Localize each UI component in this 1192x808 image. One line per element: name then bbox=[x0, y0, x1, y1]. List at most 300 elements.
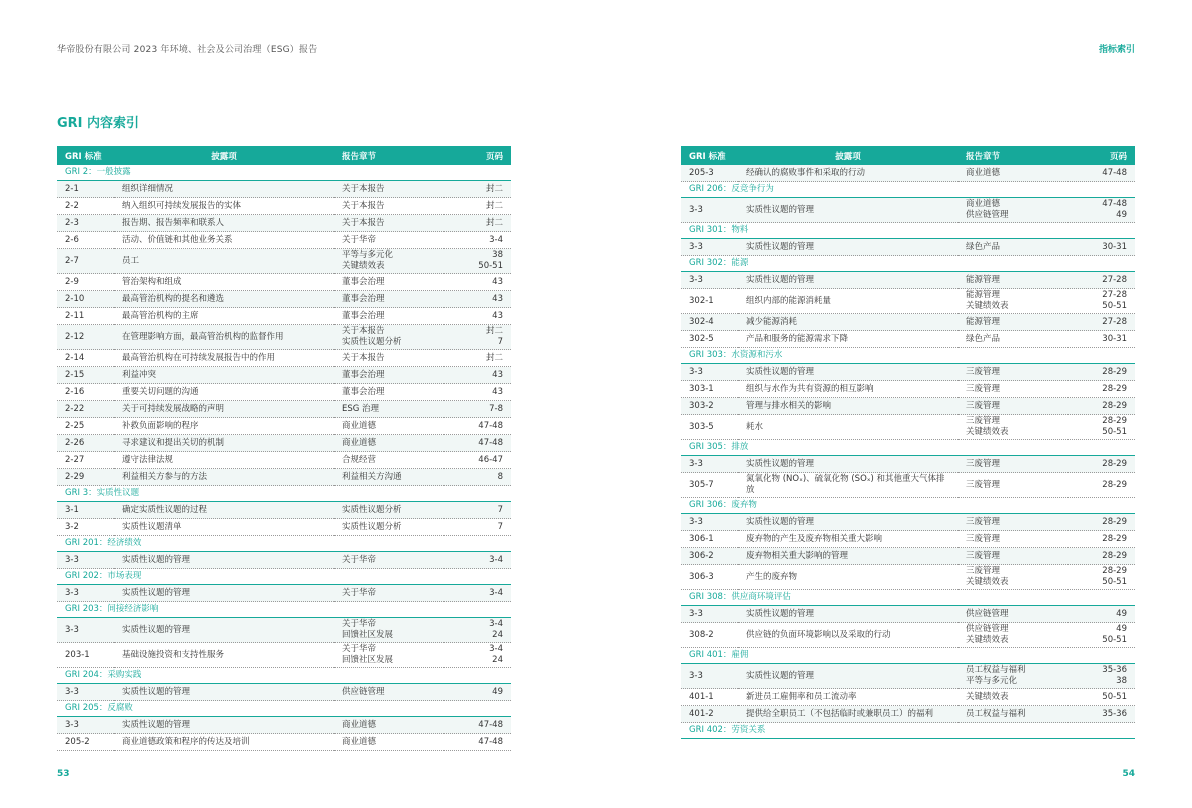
report-chapter bbox=[958, 565, 1068, 590]
disclosure-code: 3-3 bbox=[681, 239, 738, 256]
table-row bbox=[681, 706, 1135, 723]
page-line: 38 bbox=[1116, 676, 1127, 686]
chapter-line: 平等与多元化 bbox=[966, 676, 1018, 686]
disclosure-item: 管治架构和组成 bbox=[114, 274, 334, 291]
table-row bbox=[681, 514, 1135, 531]
page-line: 50-51 bbox=[1102, 301, 1127, 311]
table-row bbox=[681, 272, 1135, 289]
page-ref bbox=[1068, 473, 1135, 498]
page-ref bbox=[1068, 531, 1135, 548]
page-ref bbox=[444, 519, 511, 536]
col-header-disclosure: 披露项 bbox=[114, 146, 334, 165]
chapter-line: 供应链管理 bbox=[966, 210, 1009, 220]
disclosure-code: 3-3 bbox=[681, 606, 738, 623]
chapter-line: 能源管理 bbox=[966, 290, 1001, 300]
table-row bbox=[57, 418, 511, 435]
disclosure-item: 最高管治机构的提名和遴选 bbox=[114, 291, 334, 308]
chapter-line: 实质性议题分析 bbox=[342, 521, 402, 532]
disclosure-code: 308-2 bbox=[681, 623, 738, 648]
page-line: 28-29 bbox=[1102, 533, 1127, 544]
report-chapter bbox=[334, 684, 444, 701]
chapter-line: 实质性议题分析 bbox=[342, 337, 402, 347]
disclosure-item: 活动、价值链和其他业务关系 bbox=[114, 232, 334, 249]
disclosure-item: 最高管治机构在可持续发展报告中的作用 bbox=[114, 350, 334, 367]
section-row bbox=[57, 668, 511, 684]
chapter-line: 董事会治理 bbox=[342, 386, 385, 397]
table-row bbox=[681, 548, 1135, 565]
disclosure-item: 实质性议题的管理 bbox=[738, 606, 958, 623]
table-row bbox=[57, 684, 511, 701]
section-row bbox=[681, 348, 1135, 364]
page-line: 50-51 bbox=[1102, 427, 1127, 437]
page-line: 30-31 bbox=[1102, 333, 1127, 344]
disclosure-code: 3-1 bbox=[57, 502, 114, 519]
report-chapter bbox=[334, 717, 444, 734]
chapter-line: 关于华帝 bbox=[342, 234, 377, 245]
disclosure-item: 提供给全职员工（不包括临时或兼职员工）的福利 bbox=[738, 706, 958, 723]
chapter-line: 董事会治理 bbox=[342, 293, 385, 304]
page-line: 28-29 bbox=[1102, 479, 1127, 490]
table-row bbox=[681, 531, 1135, 548]
disclosure-item: 遵守法律法规 bbox=[114, 452, 334, 469]
disclosure-item: 补救负面影响的程序 bbox=[114, 418, 334, 435]
page-ref bbox=[444, 401, 511, 418]
disclosure-code: 303-5 bbox=[681, 415, 738, 440]
page-line: 49 bbox=[1116, 210, 1127, 220]
report-chapter bbox=[958, 689, 1068, 706]
page-ref bbox=[1068, 689, 1135, 706]
table-row bbox=[57, 585, 511, 602]
page-line: 43 bbox=[492, 276, 503, 287]
page-line: 46-47 bbox=[478, 454, 503, 465]
chapter-line: 关键绩效表 bbox=[966, 301, 1009, 311]
section-row bbox=[57, 486, 511, 502]
disclosure-code: 3-3 bbox=[681, 364, 738, 381]
report-chapter bbox=[958, 198, 1068, 223]
page-ref bbox=[1068, 331, 1135, 348]
page-line: 封二 bbox=[485, 217, 503, 228]
section-title: GRI 306：废弃物 bbox=[681, 498, 1135, 514]
chapter-line: 商业道德 bbox=[342, 420, 377, 431]
report-chapter bbox=[958, 272, 1068, 289]
page-line: 38 bbox=[492, 250, 503, 260]
table-row bbox=[681, 289, 1135, 314]
chapter-line: 三废管理 bbox=[966, 566, 1001, 576]
section-row bbox=[57, 569, 511, 585]
report-chapter bbox=[334, 384, 444, 401]
page-ref bbox=[444, 717, 511, 734]
report-chapter bbox=[958, 364, 1068, 381]
disclosure-item: 组织详细情况 bbox=[114, 181, 334, 198]
section-title: GRI 2：一般披露 bbox=[57, 165, 511, 181]
chapter-line: 供应链管理 bbox=[966, 608, 1009, 619]
disclosure-item: 实质性议题的管理 bbox=[114, 618, 334, 643]
disclosure-code: 2-11 bbox=[57, 308, 114, 325]
page-line: 47-48 bbox=[478, 437, 503, 448]
disclosure-code: 205-2 bbox=[57, 734, 114, 751]
page-line: 3-4 bbox=[489, 619, 503, 629]
gri-index-table-right bbox=[681, 146, 1135, 739]
disclosure-code: 205-3 bbox=[681, 165, 738, 182]
report-chapter bbox=[958, 289, 1068, 314]
report-chapter bbox=[334, 401, 444, 418]
disclosure-code: 2-9 bbox=[57, 274, 114, 291]
section-row bbox=[681, 498, 1135, 514]
page-ref bbox=[1068, 272, 1135, 289]
disclosure-code: 303-2 bbox=[681, 398, 738, 415]
chapter-line: 关于华帝 bbox=[342, 587, 377, 598]
chapter-line: 能源管理 bbox=[966, 316, 1001, 327]
section-title: GRI 204：采购实践 bbox=[57, 668, 511, 684]
section-row bbox=[57, 536, 511, 552]
disclosure-item: 在管理影响方面，最高管治机构的监督作用 bbox=[114, 325, 334, 350]
page-ref bbox=[444, 643, 511, 668]
disclosure-code: 2-3 bbox=[57, 215, 114, 232]
page-line: 28-29 bbox=[1102, 383, 1127, 394]
page-line: 8 bbox=[497, 471, 503, 482]
page-ref bbox=[1068, 606, 1135, 623]
section-title: GRI 205：反腐败 bbox=[57, 701, 511, 717]
disclosure-code: 306-2 bbox=[681, 548, 738, 565]
disclosure-item: 利益相关方参与的方法 bbox=[114, 469, 334, 486]
page-ref bbox=[444, 232, 511, 249]
disclosure-code: 3-3 bbox=[681, 664, 738, 689]
chapter-line: 员工权益与福利 bbox=[966, 708, 1026, 719]
table-row bbox=[57, 717, 511, 734]
disclosure-code: 2-12 bbox=[57, 325, 114, 350]
section-title: GRI 305：排放 bbox=[681, 440, 1135, 456]
page-line: 7-8 bbox=[489, 403, 503, 414]
page-line: 30-31 bbox=[1102, 241, 1127, 252]
disclosure-code: 2-6 bbox=[57, 232, 114, 249]
disclosure-code: 3-3 bbox=[57, 684, 114, 701]
chapter-line: 绿色产品 bbox=[966, 241, 1001, 252]
section-row bbox=[681, 648, 1135, 664]
page-ref bbox=[444, 215, 511, 232]
report-chapter bbox=[334, 215, 444, 232]
chapter-line: 商业道德 bbox=[966, 167, 1001, 178]
page-line: 35-36 bbox=[1102, 665, 1127, 675]
page-line: 封二 bbox=[485, 183, 503, 194]
report-chapter bbox=[334, 291, 444, 308]
page-line: 47-48 bbox=[1102, 167, 1127, 178]
table-row bbox=[57, 618, 511, 643]
table-row bbox=[681, 398, 1135, 415]
page-ref bbox=[444, 274, 511, 291]
page-line: 50-51 bbox=[1102, 691, 1127, 702]
page-line: 47-48 bbox=[478, 420, 503, 431]
disclosure-code: 2-16 bbox=[57, 384, 114, 401]
page-ref bbox=[444, 308, 511, 325]
table-row bbox=[681, 239, 1135, 256]
table-row bbox=[57, 552, 511, 569]
section-title: GRI 301：物料 bbox=[681, 223, 1135, 239]
col-header-chapter: 报告章节 bbox=[958, 146, 1068, 165]
table-row bbox=[57, 401, 511, 418]
table-row bbox=[57, 384, 511, 401]
page-ref bbox=[444, 418, 511, 435]
chapter-line: ESG 治理 bbox=[342, 403, 380, 414]
disclosure-code: 2-22 bbox=[57, 401, 114, 418]
table-row bbox=[57, 734, 511, 751]
chapter-line: 关键绩效表 bbox=[966, 691, 1009, 702]
disclosure-code: 2-26 bbox=[57, 435, 114, 452]
disclosure-code: 3-3 bbox=[681, 272, 738, 289]
chapter-line: 三废管理 bbox=[966, 416, 1001, 426]
chapter-line: 关于华帝 bbox=[342, 644, 377, 654]
section-row bbox=[681, 440, 1135, 456]
page-line: 49 bbox=[1116, 624, 1127, 634]
page-ref bbox=[444, 618, 511, 643]
section-row bbox=[681, 223, 1135, 239]
disclosure-code: 2-15 bbox=[57, 367, 114, 384]
disclosure-item: 组织内部的能源消耗量 bbox=[738, 289, 958, 314]
report-chapter bbox=[334, 274, 444, 291]
disclosure-item: 实质性议题的管理 bbox=[114, 717, 334, 734]
table-row bbox=[681, 565, 1135, 590]
disclosure-code: 3-3 bbox=[681, 198, 738, 223]
chapter-line: 商业道德 bbox=[342, 736, 377, 747]
table-row bbox=[681, 606, 1135, 623]
chapter-line: 关于本报告 bbox=[342, 217, 385, 228]
report-chapter bbox=[334, 734, 444, 751]
page-ref bbox=[1068, 415, 1135, 440]
page-ref bbox=[444, 684, 511, 701]
report-chapter bbox=[958, 239, 1068, 256]
disclosure-item: 氮氧化物 (NOₓ)、硫氧化物 (SOₓ) 和其他重大气体排放 bbox=[738, 473, 958, 498]
chapter-line: 平等与多元化 bbox=[342, 250, 394, 260]
section-title: GRI 206：反竞争行为 bbox=[681, 182, 1135, 198]
page-ref bbox=[1068, 381, 1135, 398]
table-row bbox=[57, 435, 511, 452]
chapter-line: 关键绩效表 bbox=[966, 427, 1009, 437]
chapter-line: 关于本报告 bbox=[342, 352, 385, 363]
chapter-line: 关键绩效表 bbox=[966, 635, 1009, 645]
report-chapter bbox=[334, 308, 444, 325]
page-ref bbox=[1068, 364, 1135, 381]
page-line: 28-29 bbox=[1102, 516, 1127, 527]
page-line: 封二 bbox=[485, 200, 503, 211]
report-chapter bbox=[334, 198, 444, 215]
page-ref bbox=[1068, 565, 1135, 590]
report-chapter bbox=[958, 531, 1068, 548]
page-ref bbox=[1068, 198, 1135, 223]
disclosure-item: 纳入组织可持续发展报告的实体 bbox=[114, 198, 334, 215]
col-header-chapter: 报告章节 bbox=[334, 146, 444, 165]
chapter-line: 关于华帝 bbox=[342, 619, 377, 629]
report-chapter bbox=[334, 552, 444, 569]
page-number-left: 53 bbox=[57, 769, 70, 779]
chapter-line: 利益相关方沟通 bbox=[342, 471, 402, 482]
disclosure-code: 306-1 bbox=[681, 531, 738, 548]
disclosure-item: 减少能源消耗 bbox=[738, 314, 958, 331]
page-line: 27-28 bbox=[1102, 316, 1127, 327]
report-chapter bbox=[334, 418, 444, 435]
report-chapter bbox=[958, 706, 1068, 723]
disclosure-code: 2-1 bbox=[57, 181, 114, 198]
disclosure-code: 401-2 bbox=[681, 706, 738, 723]
disclosure-item: 实质性议题的管理 bbox=[114, 552, 334, 569]
col-header-page: 页码 bbox=[444, 146, 511, 165]
disclosure-item: 组织与水作为共有资源的相互影响 bbox=[738, 381, 958, 398]
disclosure-code: 2-2 bbox=[57, 198, 114, 215]
table-row bbox=[57, 469, 511, 486]
page-line: 28-29 bbox=[1102, 566, 1127, 576]
page-line: 7 bbox=[497, 521, 503, 532]
page-line: 3-4 bbox=[489, 587, 503, 598]
section-row bbox=[681, 723, 1135, 739]
table-row bbox=[681, 165, 1135, 182]
disclosure-item: 管理与排水相关的影响 bbox=[738, 398, 958, 415]
page-line: 50-51 bbox=[1102, 577, 1127, 587]
page-line: 43 bbox=[492, 386, 503, 397]
report-chapter bbox=[958, 415, 1068, 440]
chapter-line: 董事会治理 bbox=[342, 369, 385, 380]
disclosure-code: 305-7 bbox=[681, 473, 738, 498]
page-line: 50-51 bbox=[1102, 635, 1127, 645]
page-line: 47-48 bbox=[478, 736, 503, 747]
table-row bbox=[57, 519, 511, 536]
report-chapter bbox=[958, 398, 1068, 415]
section-title: GRI 308：供应商环境评估 bbox=[681, 590, 1135, 606]
report-chapter bbox=[958, 165, 1068, 182]
page-line: 3-4 bbox=[489, 234, 503, 245]
disclosure-code: 2-7 bbox=[57, 249, 114, 274]
section-header-index: 指标索引 bbox=[1098, 45, 1135, 55]
page-ref bbox=[444, 198, 511, 215]
report-chapter bbox=[334, 350, 444, 367]
page-ref bbox=[1068, 239, 1135, 256]
page-title: GRI 内容索引 bbox=[57, 116, 140, 131]
chapter-line: 董事会治理 bbox=[342, 310, 385, 321]
disclosure-item: 实质性议题的管理 bbox=[738, 456, 958, 473]
chapter-line: 关于华帝 bbox=[342, 554, 377, 565]
disclosure-item: 报告期、报告频率和联系人 bbox=[114, 215, 334, 232]
page-line: 3-4 bbox=[489, 554, 503, 565]
page-line: 3-4 bbox=[489, 644, 503, 654]
page-line: 28-29 bbox=[1102, 458, 1127, 469]
disclosure-item: 实质性议题的管理 bbox=[738, 198, 958, 223]
page-ref bbox=[444, 367, 511, 384]
disclosure-code: 2-29 bbox=[57, 469, 114, 486]
page-line: 24 bbox=[492, 630, 503, 640]
table-row bbox=[681, 623, 1135, 648]
table-row bbox=[57, 249, 511, 274]
chapter-line: 关于本报告 bbox=[342, 326, 385, 336]
report-chapter bbox=[334, 502, 444, 519]
table-row bbox=[57, 643, 511, 668]
page-ref bbox=[1068, 398, 1135, 415]
section-row bbox=[681, 256, 1135, 272]
disclosure-item: 实质性议题的管理 bbox=[114, 684, 334, 701]
chapter-line: 董事会治理 bbox=[342, 276, 385, 287]
table-row bbox=[57, 308, 511, 325]
chapter-line: 回馈社区发展 bbox=[342, 630, 394, 640]
report-chapter bbox=[334, 585, 444, 602]
disclosure-code: 2-25 bbox=[57, 418, 114, 435]
chapter-line: 三废管理 bbox=[966, 400, 1001, 411]
page-ref bbox=[444, 325, 511, 350]
page-line: 49 bbox=[1116, 608, 1127, 619]
disclosure-code: 302-5 bbox=[681, 331, 738, 348]
page-line: 43 bbox=[492, 293, 503, 304]
chapter-line: 实质性议题分析 bbox=[342, 504, 402, 515]
disclosure-code: 306-3 bbox=[681, 565, 738, 590]
disclosure-item: 员工 bbox=[114, 249, 334, 274]
page-ref bbox=[444, 181, 511, 198]
table-header-row bbox=[681, 146, 1135, 165]
chapter-line: 供应链管理 bbox=[966, 624, 1009, 634]
report-chapter bbox=[334, 435, 444, 452]
report-chapter bbox=[334, 232, 444, 249]
table-row bbox=[681, 314, 1135, 331]
report-chapter bbox=[958, 381, 1068, 398]
page-ref bbox=[1068, 314, 1135, 331]
page-line: 封二 bbox=[485, 326, 503, 336]
disclosure-code: 3-3 bbox=[681, 514, 738, 531]
page-ref bbox=[444, 291, 511, 308]
page-ref bbox=[444, 552, 511, 569]
page-line: 43 bbox=[492, 369, 503, 380]
disclosure-item: 废弃物相关重大影响的管理 bbox=[738, 548, 958, 565]
chapter-line: 员工权益与福利 bbox=[966, 665, 1026, 675]
disclosure-code: 3-3 bbox=[57, 717, 114, 734]
section-row bbox=[681, 590, 1135, 606]
col-header-standard: GRI 标准 bbox=[57, 146, 114, 165]
disclosure-item: 产品和服务的能源需求下降 bbox=[738, 331, 958, 348]
table-row bbox=[57, 215, 511, 232]
page-line: 28-29 bbox=[1102, 416, 1127, 426]
section-row bbox=[57, 701, 511, 717]
table-header-row bbox=[57, 146, 511, 165]
table-row bbox=[681, 664, 1135, 689]
page-line: 27-28 bbox=[1102, 290, 1127, 300]
chapter-line: 能源管理 bbox=[966, 274, 1001, 285]
disclosure-item: 实质性议题的管理 bbox=[738, 514, 958, 531]
section-row bbox=[681, 182, 1135, 198]
chapter-line: 三废管理 bbox=[966, 479, 1001, 490]
disclosure-code: 2-27 bbox=[57, 452, 114, 469]
disclosure-item: 废弃物的产生及废弃物相关重大影响 bbox=[738, 531, 958, 548]
disclosure-item: 实质性议题的管理 bbox=[114, 585, 334, 602]
table-row bbox=[57, 232, 511, 249]
report-chapter bbox=[334, 367, 444, 384]
disclosure-code: 2-10 bbox=[57, 291, 114, 308]
chapter-line: 商业道德 bbox=[342, 437, 377, 448]
disclosure-item: 实质性议题的管理 bbox=[738, 272, 958, 289]
table-row bbox=[57, 502, 511, 519]
disclosure-code: 303-1 bbox=[681, 381, 738, 398]
table-row bbox=[681, 456, 1135, 473]
page-ref bbox=[444, 469, 511, 486]
page-line: 35-36 bbox=[1102, 708, 1127, 719]
page-line: 28-29 bbox=[1102, 550, 1127, 561]
chapter-line: 商业道德 bbox=[966, 199, 1001, 209]
chapter-line: 三废管理 bbox=[966, 458, 1001, 469]
report-chapter bbox=[334, 452, 444, 469]
section-title: GRI 401：雇佣 bbox=[681, 648, 1135, 664]
table-row bbox=[57, 274, 511, 291]
chapter-line: 绿色产品 bbox=[966, 333, 1001, 344]
disclosure-item: 经确认的腐败事件和采取的行动 bbox=[738, 165, 958, 182]
page-ref bbox=[1068, 623, 1135, 648]
section-title: GRI 402：劳资关系 bbox=[681, 723, 1135, 739]
table-row bbox=[681, 364, 1135, 381]
table-row bbox=[57, 350, 511, 367]
section-title: GRI 202：市场表现 bbox=[57, 569, 511, 585]
disclosure-item: 耗水 bbox=[738, 415, 958, 440]
disclosure-item: 寻求建议和提出关切的机制 bbox=[114, 435, 334, 452]
